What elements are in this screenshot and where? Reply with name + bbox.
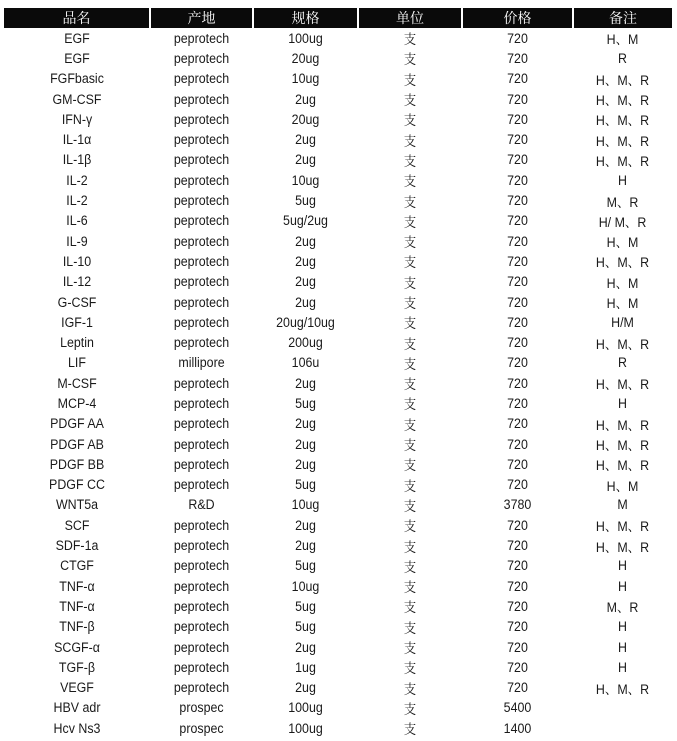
cell-unit: 支 <box>403 600 417 616</box>
table-row <box>4 454 672 474</box>
cell-unit: 支 <box>403 438 417 454</box>
cell-spec: 2ug <box>295 436 316 452</box>
table-row <box>4 251 672 271</box>
cell-unit: 支 <box>403 417 417 433</box>
cell-price: 720 <box>507 91 528 107</box>
cell-spec: 5ug <box>295 193 316 209</box>
cell-spec: 200ug <box>288 335 323 351</box>
cell-unit: 支 <box>403 194 417 210</box>
cell-price: 720 <box>507 335 528 351</box>
cell-product-name: PDGF CC <box>49 477 105 493</box>
cell-spec: 2ug <box>295 294 316 310</box>
cell-remarks: H、M <box>606 32 639 48</box>
table-row <box>4 69 672 89</box>
cell-origin: peprotech <box>173 680 230 696</box>
cell-remarks: H、M、R <box>595 539 650 555</box>
table-row <box>4 48 672 68</box>
cell-spec: 100ug <box>288 700 323 716</box>
cell-product-name: PDGF BB <box>49 456 105 472</box>
cell-origin: peprotech <box>173 659 230 675</box>
cell-price: 5400 <box>503 700 532 716</box>
table-row <box>4 678 672 698</box>
cell-price: 720 <box>507 30 528 46</box>
table-row <box>4 617 672 637</box>
cell-remarks: H <box>618 578 627 594</box>
cell-spec: 100ug <box>288 720 323 736</box>
table-body <box>4 28 672 738</box>
cell-remarks <box>577 718 668 738</box>
cell-price: 1400 <box>503 720 532 736</box>
cell-origin: peprotech <box>173 50 230 66</box>
cell-price: 720 <box>507 152 528 168</box>
cell-origin: peprotech <box>173 132 230 148</box>
cell-origin: peprotech <box>173 91 230 107</box>
cell-product-name: IL-12 <box>62 274 92 290</box>
cell-origin: peprotech <box>173 619 230 635</box>
cell-unit: 支 <box>403 681 417 697</box>
cell-price: 720 <box>507 416 528 432</box>
cell-origin: peprotech <box>173 30 230 46</box>
table-row <box>4 109 672 129</box>
cell-price: 720 <box>507 71 528 87</box>
cell-remarks: M、R <box>606 600 639 616</box>
cell-spec: 10ug <box>291 578 320 594</box>
cell-unit: 支 <box>403 32 417 48</box>
cell-price: 720 <box>507 193 528 209</box>
cell-remarks: H、M、R <box>595 133 650 149</box>
cell-remarks: H/ M、R <box>598 214 647 230</box>
cell-product-name: IL-1α <box>62 132 92 148</box>
cell-remarks: H、M <box>606 275 639 291</box>
cell-spec: 5ug <box>295 558 316 574</box>
cell-price: 720 <box>507 619 528 635</box>
table-row <box>4 657 672 677</box>
cell-price: 720 <box>507 314 528 330</box>
cell-spec: 20ug <box>291 50 320 66</box>
cell-remarks: H、M、R <box>595 255 650 271</box>
cell-product-name: IL-2 <box>66 172 88 188</box>
cell-remarks: H <box>618 659 627 675</box>
cell-spec: 2ug <box>295 152 316 168</box>
table-row <box>4 231 672 251</box>
cell-price: 720 <box>507 639 528 655</box>
cell-unit: 支 <box>403 93 417 109</box>
cell-unit: 支 <box>403 498 417 514</box>
cell-origin: peprotech <box>173 456 230 472</box>
table-row <box>4 89 672 109</box>
cell-spec: 2ug <box>295 91 316 107</box>
cell-unit: 支 <box>403 580 417 596</box>
cell-product-name: SCGF-α <box>54 639 100 655</box>
cell-price: 720 <box>507 659 528 675</box>
cell-spec: 5ug <box>295 395 316 411</box>
cell-price: 720 <box>507 274 528 290</box>
cell-remarks: H、M、R <box>595 113 650 129</box>
cell-origin: peprotech <box>173 71 230 87</box>
cell-remarks: H <box>618 639 627 655</box>
header-spec: 规格 <box>253 8 358 28</box>
table-row <box>4 353 672 373</box>
cell-product-name: PDGF AB <box>50 436 104 452</box>
cell-price: 720 <box>507 598 528 614</box>
cell-price: 720 <box>507 456 528 472</box>
cell-origin: peprotech <box>173 172 230 188</box>
cell-unit: 支 <box>403 52 417 68</box>
cell-price: 720 <box>507 50 528 66</box>
cell-product-name: IL-6 <box>66 213 88 229</box>
cell-origin: peprotech <box>173 538 230 554</box>
cell-product-name: M-CSF <box>57 375 97 391</box>
cell-remarks: R <box>618 355 627 371</box>
cell-price: 720 <box>507 436 528 452</box>
cell-origin: prospec <box>179 720 224 736</box>
cell-unit: 支 <box>403 559 417 575</box>
cell-product-name: TNF-β <box>59 619 95 635</box>
cell-product-name: SDF-1a <box>55 538 99 554</box>
cell-origin: peprotech <box>173 558 230 574</box>
cell-spec: 10ug <box>291 172 320 188</box>
cell-spec: 10ug <box>291 71 320 87</box>
cell-unit: 支 <box>403 255 417 271</box>
cell-origin: peprotech <box>173 274 230 290</box>
cell-origin: peprotech <box>173 395 230 411</box>
cell-unit: 支 <box>403 133 417 149</box>
table-row <box>4 515 672 535</box>
cell-origin: millipore <box>178 355 225 371</box>
cell-remarks: R <box>618 50 627 66</box>
cell-unit: 支 <box>403 539 417 555</box>
cell-unit: 支 <box>403 458 417 474</box>
table-row <box>4 434 672 454</box>
cell-origin: peprotech <box>173 578 230 594</box>
cell-unit: 支 <box>403 478 417 494</box>
table-row <box>4 475 672 495</box>
cell-spec: 20ug <box>291 111 320 127</box>
table-row <box>4 312 672 332</box>
table-row <box>4 150 672 170</box>
cell-unit: 支 <box>403 519 417 535</box>
cell-unit: 支 <box>403 316 417 332</box>
header-product-name: 品名 <box>4 8 150 28</box>
cell-spec: 20ug/10ug <box>276 314 335 330</box>
cell-spec: 2ug <box>295 538 316 554</box>
cell-product-name: IGF-1 <box>61 314 93 330</box>
table-row <box>4 393 672 413</box>
cell-product-name: GM-CSF <box>52 91 102 107</box>
cell-product-name: Hcv Ns3 <box>53 720 101 736</box>
cell-price: 720 <box>507 355 528 371</box>
cell-spec: 2ug <box>295 639 316 655</box>
table-row <box>4 414 672 434</box>
cell-origin: peprotech <box>173 233 230 249</box>
cell-remarks: H、M、R <box>595 458 650 474</box>
cell-remarks: H <box>618 395 627 411</box>
cell-price: 720 <box>507 132 528 148</box>
cell-remarks: H、M、R <box>595 681 650 697</box>
cell-remarks: H、M <box>606 235 639 251</box>
cell-origin: peprotech <box>173 111 230 127</box>
table-row <box>4 190 672 210</box>
cell-product-name: IL-10 <box>62 253 92 269</box>
cell-remarks: H <box>618 619 627 635</box>
table-row <box>4 556 672 576</box>
cell-origin: peprotech <box>173 314 230 330</box>
cell-price: 720 <box>507 294 528 310</box>
table-row <box>4 332 672 352</box>
cell-spec: 2ug <box>295 517 316 533</box>
cell-product-name: MCP-4 <box>57 395 97 411</box>
cell-origin: peprotech <box>173 517 230 533</box>
cell-origin: peprotech <box>173 639 230 655</box>
cell-origin: peprotech <box>173 477 230 493</box>
cell-unit: 支 <box>403 356 417 372</box>
table-row <box>4 129 672 149</box>
cell-price: 720 <box>507 477 528 493</box>
cell-remarks: H、M、R <box>595 377 650 393</box>
cell-unit: 支 <box>403 722 417 738</box>
cell-origin: peprotech <box>173 152 230 168</box>
cell-unit: 支 <box>403 336 417 352</box>
cell-price: 720 <box>507 253 528 269</box>
cell-price: 720 <box>507 395 528 411</box>
cell-spec: 1ug <box>295 659 316 675</box>
cell-product-name: SCF <box>64 517 90 533</box>
cell-price: 720 <box>507 538 528 554</box>
header-price: 价格 <box>462 8 573 28</box>
table-row <box>4 272 672 292</box>
cell-origin: peprotech <box>173 213 230 229</box>
cell-spec: 5ug <box>295 598 316 614</box>
cell-spec: 5ug <box>295 619 316 635</box>
cell-product-name: EGF <box>64 50 90 66</box>
cell-remarks: H、M、R <box>595 519 650 535</box>
cell-unit: 支 <box>403 397 417 413</box>
cell-spec: 2ug <box>295 233 316 249</box>
cell-price: 720 <box>507 680 528 696</box>
cell-unit: 支 <box>403 235 417 251</box>
header-unit: 单位 <box>358 8 462 28</box>
cell-price: 720 <box>507 578 528 594</box>
cell-product-name: TNF-α <box>59 578 95 594</box>
table-row <box>4 495 672 515</box>
cell-price: 720 <box>507 558 528 574</box>
cell-unit: 支 <box>403 377 417 393</box>
cell-product-name: FGFbasic <box>50 71 104 87</box>
cell-spec: 100ug <box>288 30 323 46</box>
cell-unit: 支 <box>403 174 417 190</box>
cell-remarks: H、M、R <box>595 153 650 169</box>
cell-remarks: M <box>617 497 628 513</box>
table-row <box>4 576 672 596</box>
header-row <box>4 8 672 28</box>
cell-remarks: H、M <box>606 296 639 311</box>
cell-remarks: H、M、R <box>595 93 650 109</box>
cell-unit: 支 <box>403 153 417 169</box>
cell-spec: 2ug <box>295 274 316 290</box>
cell-unit: 支 <box>403 275 417 291</box>
cell-unit: 支 <box>403 641 417 657</box>
cell-product-name: Leptin <box>60 335 94 351</box>
table-row <box>4 698 672 718</box>
cell-product-name: IFN-γ <box>61 111 93 127</box>
cell-product-name: G-CSF <box>57 294 97 310</box>
cell-spec: 2ug <box>295 416 316 432</box>
cell-remarks <box>577 698 668 718</box>
cell-spec: 106u <box>291 355 320 371</box>
cell-remarks: H、M <box>606 478 639 494</box>
cell-product-name: LIF <box>68 355 86 371</box>
cell-product-name: IL-2 <box>66 193 88 209</box>
table-row <box>4 535 672 555</box>
cell-spec: 2ug <box>295 375 316 391</box>
cell-product-name: HBV adr <box>53 700 101 716</box>
cell-origin: peprotech <box>173 193 230 209</box>
cell-remarks: M、R <box>606 194 639 210</box>
cell-product-name: WNT5a <box>55 497 99 513</box>
header-remarks: 备注 <box>573 8 672 28</box>
cell-remarks: H、M、R <box>595 438 650 454</box>
table-row <box>4 211 672 231</box>
cell-price: 720 <box>507 375 528 391</box>
table-row <box>4 718 672 738</box>
table-row <box>4 292 672 312</box>
cell-price: 720 <box>507 213 528 229</box>
cell-unit: 支 <box>403 113 417 129</box>
cell-remarks: H/M <box>611 314 634 330</box>
product-price-table <box>4 8 672 738</box>
cell-product-name: EGF <box>64 30 90 46</box>
cell-product-name: PDGF AA <box>50 416 104 432</box>
cell-remarks: H <box>618 558 627 574</box>
table-row <box>4 28 672 48</box>
cell-product-name: TGF-β <box>58 659 96 675</box>
cell-origin: peprotech <box>173 335 230 351</box>
table-row <box>4 596 672 616</box>
cell-spec: 5ug/2ug <box>283 213 328 229</box>
cell-origin: peprotech <box>173 416 230 432</box>
cell-product-name: IL-9 <box>66 233 88 249</box>
cell-spec: 2ug <box>295 456 316 472</box>
cell-unit: 支 <box>403 296 417 311</box>
cell-product-name: IL-1β <box>62 152 92 168</box>
cell-remarks: H、M、R <box>595 72 650 88</box>
table-row <box>4 373 672 393</box>
cell-spec: 2ug <box>295 132 316 148</box>
cell-price: 720 <box>507 111 528 127</box>
table-row <box>4 637 672 657</box>
cell-remarks: H <box>618 172 627 188</box>
cell-price: 720 <box>507 517 528 533</box>
cell-price: 720 <box>507 172 528 188</box>
cell-unit: 支 <box>403 72 417 88</box>
cell-product-name: CTGF <box>60 558 94 574</box>
cell-product-name: VEGF <box>60 680 94 696</box>
cell-origin: peprotech <box>173 375 230 391</box>
table-row <box>4 170 672 190</box>
cell-spec: 10ug <box>291 497 320 513</box>
cell-unit: 支 <box>403 661 417 677</box>
cell-origin: peprotech <box>173 436 230 452</box>
cell-spec: 2ug <box>295 680 316 696</box>
cell-origin: prospec <box>179 700 224 716</box>
cell-product-name: TNF-α <box>59 598 95 614</box>
cell-price: 3780 <box>503 497 532 513</box>
cell-origin: peprotech <box>173 598 230 614</box>
cell-unit: 支 <box>403 701 417 717</box>
cell-remarks: H、M、R <box>595 336 650 352</box>
cell-spec: 2ug <box>295 253 316 269</box>
cell-unit: 支 <box>403 214 417 230</box>
header-origin: 产地 <box>150 8 253 28</box>
cell-origin: peprotech <box>173 253 230 269</box>
cell-price: 720 <box>507 233 528 249</box>
cell-spec: 5ug <box>295 477 316 493</box>
cell-remarks: H、M、R <box>595 417 650 433</box>
cell-origin: peprotech <box>173 294 230 310</box>
cell-origin: R&D <box>188 497 215 513</box>
cell-unit: 支 <box>403 620 417 636</box>
